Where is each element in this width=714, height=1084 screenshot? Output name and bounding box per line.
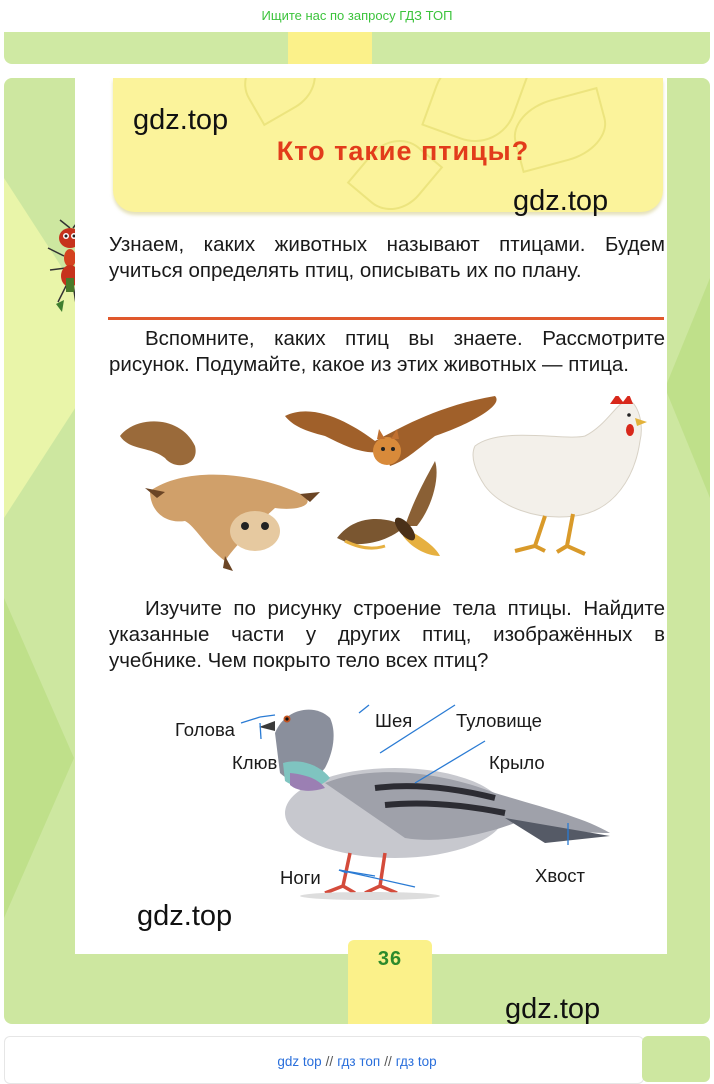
label-tail: Хвост (535, 865, 585, 886)
lesson-intro: Узнаем, каких животных называют птицами. Будем учиться определять птиц, описывать их по плану. (109, 233, 665, 282)
search-banner: Ищите нас по запросу ГДЗ ТОП (261, 8, 453, 23)
section-divider (108, 317, 664, 320)
footer-link[interactable]: gdz top (277, 1054, 322, 1069)
task-text: Изучите по рисунку строение тела птицы. Найдите указанные части у других птиц, изображённых в учебнике. Чем покрыто тело всех птиц? (109, 597, 665, 672)
watermark: gdz.top (505, 993, 601, 1025)
previous-page-strip (4, 32, 710, 64)
task-bird-body (109, 596, 665, 674)
hen-picture (473, 396, 647, 554)
decor-triangle (4, 598, 74, 918)
page-number: 36 (377, 948, 403, 970)
watermark: gdz.top (133, 104, 229, 136)
watermark: gdz.top (137, 900, 233, 932)
footer-link[interactable]: гдз top (395, 1054, 437, 1069)
footer-link[interactable]: гдз топ (337, 1054, 381, 1069)
label-body: Туловище (456, 710, 542, 731)
moth-picture (337, 461, 440, 556)
previous-page-tab (288, 32, 372, 64)
watermark: gdz.top (513, 185, 609, 217)
page-number-tab (348, 940, 432, 1024)
footer-separator: // (384, 1054, 392, 1069)
pigeon-diagram (75, 693, 667, 923)
lesson-title: Кто такие птицы? (276, 136, 530, 166)
footer-separator: // (325, 1054, 334, 1069)
flying-squirrel-picture (120, 421, 320, 571)
task-recall-birds (109, 326, 665, 378)
animals-illustration (105, 396, 665, 586)
label-wing: Крыло (489, 752, 545, 773)
task-text: Вспомните, каких птиц вы знаете. Рассмотрите рисунок. Подумайте, какое из этих животных — птица. (109, 327, 665, 376)
textbook-page (4, 78, 710, 1024)
label-neck: Шея (375, 710, 413, 731)
label-beak: Клюв (232, 752, 278, 773)
decor-triangle (665, 278, 710, 498)
label-legs: Ноги (280, 867, 321, 888)
footer-links (0, 1054, 714, 1069)
bat-picture (285, 396, 497, 466)
label-head: Голова (175, 719, 235, 740)
